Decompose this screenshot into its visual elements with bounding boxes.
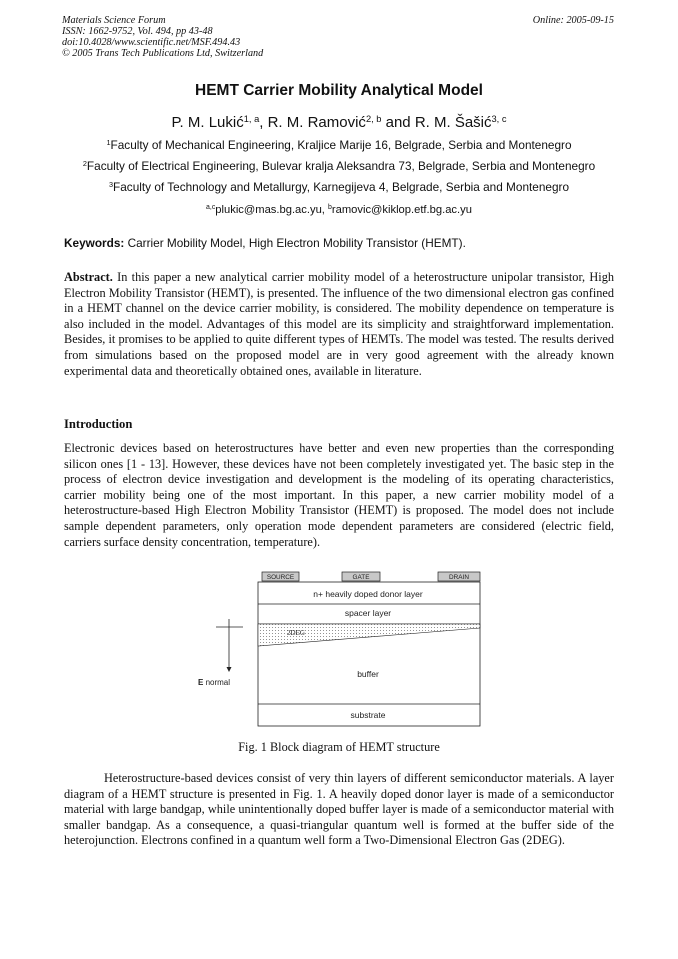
- email-superscript: a,c: [206, 204, 216, 212]
- gate-label: GATE: [352, 574, 370, 581]
- keywords-text: Carrier Mobility Model, High Electron Mobility Transistor (HEMT).: [124, 236, 466, 250]
- hemt-block-diagram: [196, 569, 486, 729]
- affiliation-text: Faculty of Mechanical Engineering, Kraljice Marije 16, Belgrade, Serbia and Montenegro: [110, 138, 572, 152]
- keywords-label: Keywords:: [64, 236, 125, 250]
- field-arrow-head: [227, 667, 232, 672]
- journal-header: [62, 15, 263, 59]
- intro-paragraph-2: Heterostructure-based devices consist of very thin layers of different semiconductor materials. A layer diagram of a HEMT structure is presented in Fig. 1. A heavily doped donor layer is made of a semiconductor material with large bandgap, while unintentionally doped buffer layer is made of a semiconductor material with smaller bandgap. As a consequence, a quasi-triangular quantum well is formed at the buffer side of the heterojunction. Electrons confined in a quantum well form a Two-Dimensional Electron Gas (2DEG).: [64, 771, 614, 848]
- drain-label: DRAIN: [449, 574, 469, 581]
- author-superscript: 1, a: [243, 113, 260, 124]
- section-heading-introduction: Introduction: [64, 417, 133, 431]
- field-label-text: normal: [203, 678, 231, 687]
- author-name: P. M. Lukić: [171, 114, 244, 131]
- journal-name: Materials Science Forum: [62, 15, 166, 26]
- field-label: [198, 678, 230, 687]
- author-name: R. M. Ramović: [267, 114, 366, 131]
- affiliation-superscript: 1: [106, 137, 111, 147]
- paper-title: HEMT Carrier Mobility Analytical Model: [195, 82, 483, 99]
- abstract: [64, 270, 614, 379]
- author-superscript: 2, b: [365, 113, 382, 124]
- author-separator: and: [381, 114, 415, 131]
- substrate-layer-label: substrate: [350, 710, 386, 720]
- affiliation-superscript: 2: [82, 158, 87, 168]
- affiliation-superscript: 3: [108, 179, 114, 189]
- online-date: Online: 2005-09-15: [532, 15, 614, 26]
- copyright-line: © 2005 Trans Tech Publications Ltd, Switzerland: [62, 48, 264, 59]
- figure-caption: Fig. 1 Block diagram of HEMT structure: [238, 740, 440, 754]
- affiliation-text: Faculty of Electrical Engineering, Bulevar kralja Aleksandra 73, Belgrade, Serbia and Montenegro: [86, 159, 596, 173]
- twodeg-label: 2DEG: [287, 629, 305, 637]
- author-list: [0, 114, 678, 131]
- email-superscript: b: [328, 204, 332, 212]
- author-separator: ,: [259, 114, 268, 131]
- affiliation: [0, 159, 678, 173]
- issn-line: ISSN: 1662-9752, Vol. 494, pp 43-48: [62, 26, 213, 37]
- author-name: R. M. Šašić: [414, 114, 492, 131]
- field-label-symbol: E: [198, 678, 204, 687]
- author-superscript: 3, c: [491, 113, 507, 124]
- abstract-text: In this paper a new analytical carrier mobility model of a heterostructure unipolar transistor, High Electron Mobility Transistor (HEMT), is presented. The influence of the two dimensional electron gas confined in a HEMT channel on the device carrier mobility, is considered. The mobility dependence on temperature is also included in the model. Advantages of this model are its simplicity and straightforward implementation. Besides, it promises to be applied to quite different types of HEMTs. The model was tested. The results derived from simulations based on the proposed model are in very good agreement with the already known experimental data and theoretically obtained ones, available in literature.: [64, 270, 614, 378]
- donor-layer-label: n+ heavily doped donor layer: [313, 589, 423, 599]
- abstract-label: Abstract.: [64, 270, 113, 284]
- layer-stack-outline: [258, 582, 480, 726]
- doi-line: doi:10.4028/www.scientific.net/MSF.494.43: [62, 37, 241, 48]
- affiliation: [0, 180, 678, 194]
- author-emails: [0, 204, 678, 216]
- affiliation-text: Faculty of Technology and Metallurgy, Karnegijeva 4, Belgrade, Serbia and Montenegro: [113, 180, 570, 194]
- email-text: plukic@mas.bg.ac.yu,: [215, 204, 329, 216]
- email-text: ramovic@kiklop.etf.bg.ac.yu: [331, 204, 472, 216]
- spacer-layer-label: spacer layer: [344, 608, 392, 618]
- keywords: [64, 236, 616, 250]
- source-label: SOURCE: [266, 574, 295, 581]
- intro-paragraph-1: Electronic devices based on heterostructures have better and even new properties than the corresponding silicon ones [1 - 13]. However, these devices have not been completely investigated yet. The basic step in the process of electron device investigation and development is the modeling of its operating characteristics, carrier mobility being one of the most important. In this paper, a new carrier mobility model of a heterostructure-based High Electron Mobility Transistor (HEMT) is proposed. The model does not include sample dependent parameters, only operation mode dependent parameters are considered (electric field, carriers surface density concentration, temperature).: [64, 441, 614, 549]
- affiliation: [0, 138, 678, 152]
- buffer-layer-label: buffer: [357, 669, 379, 679]
